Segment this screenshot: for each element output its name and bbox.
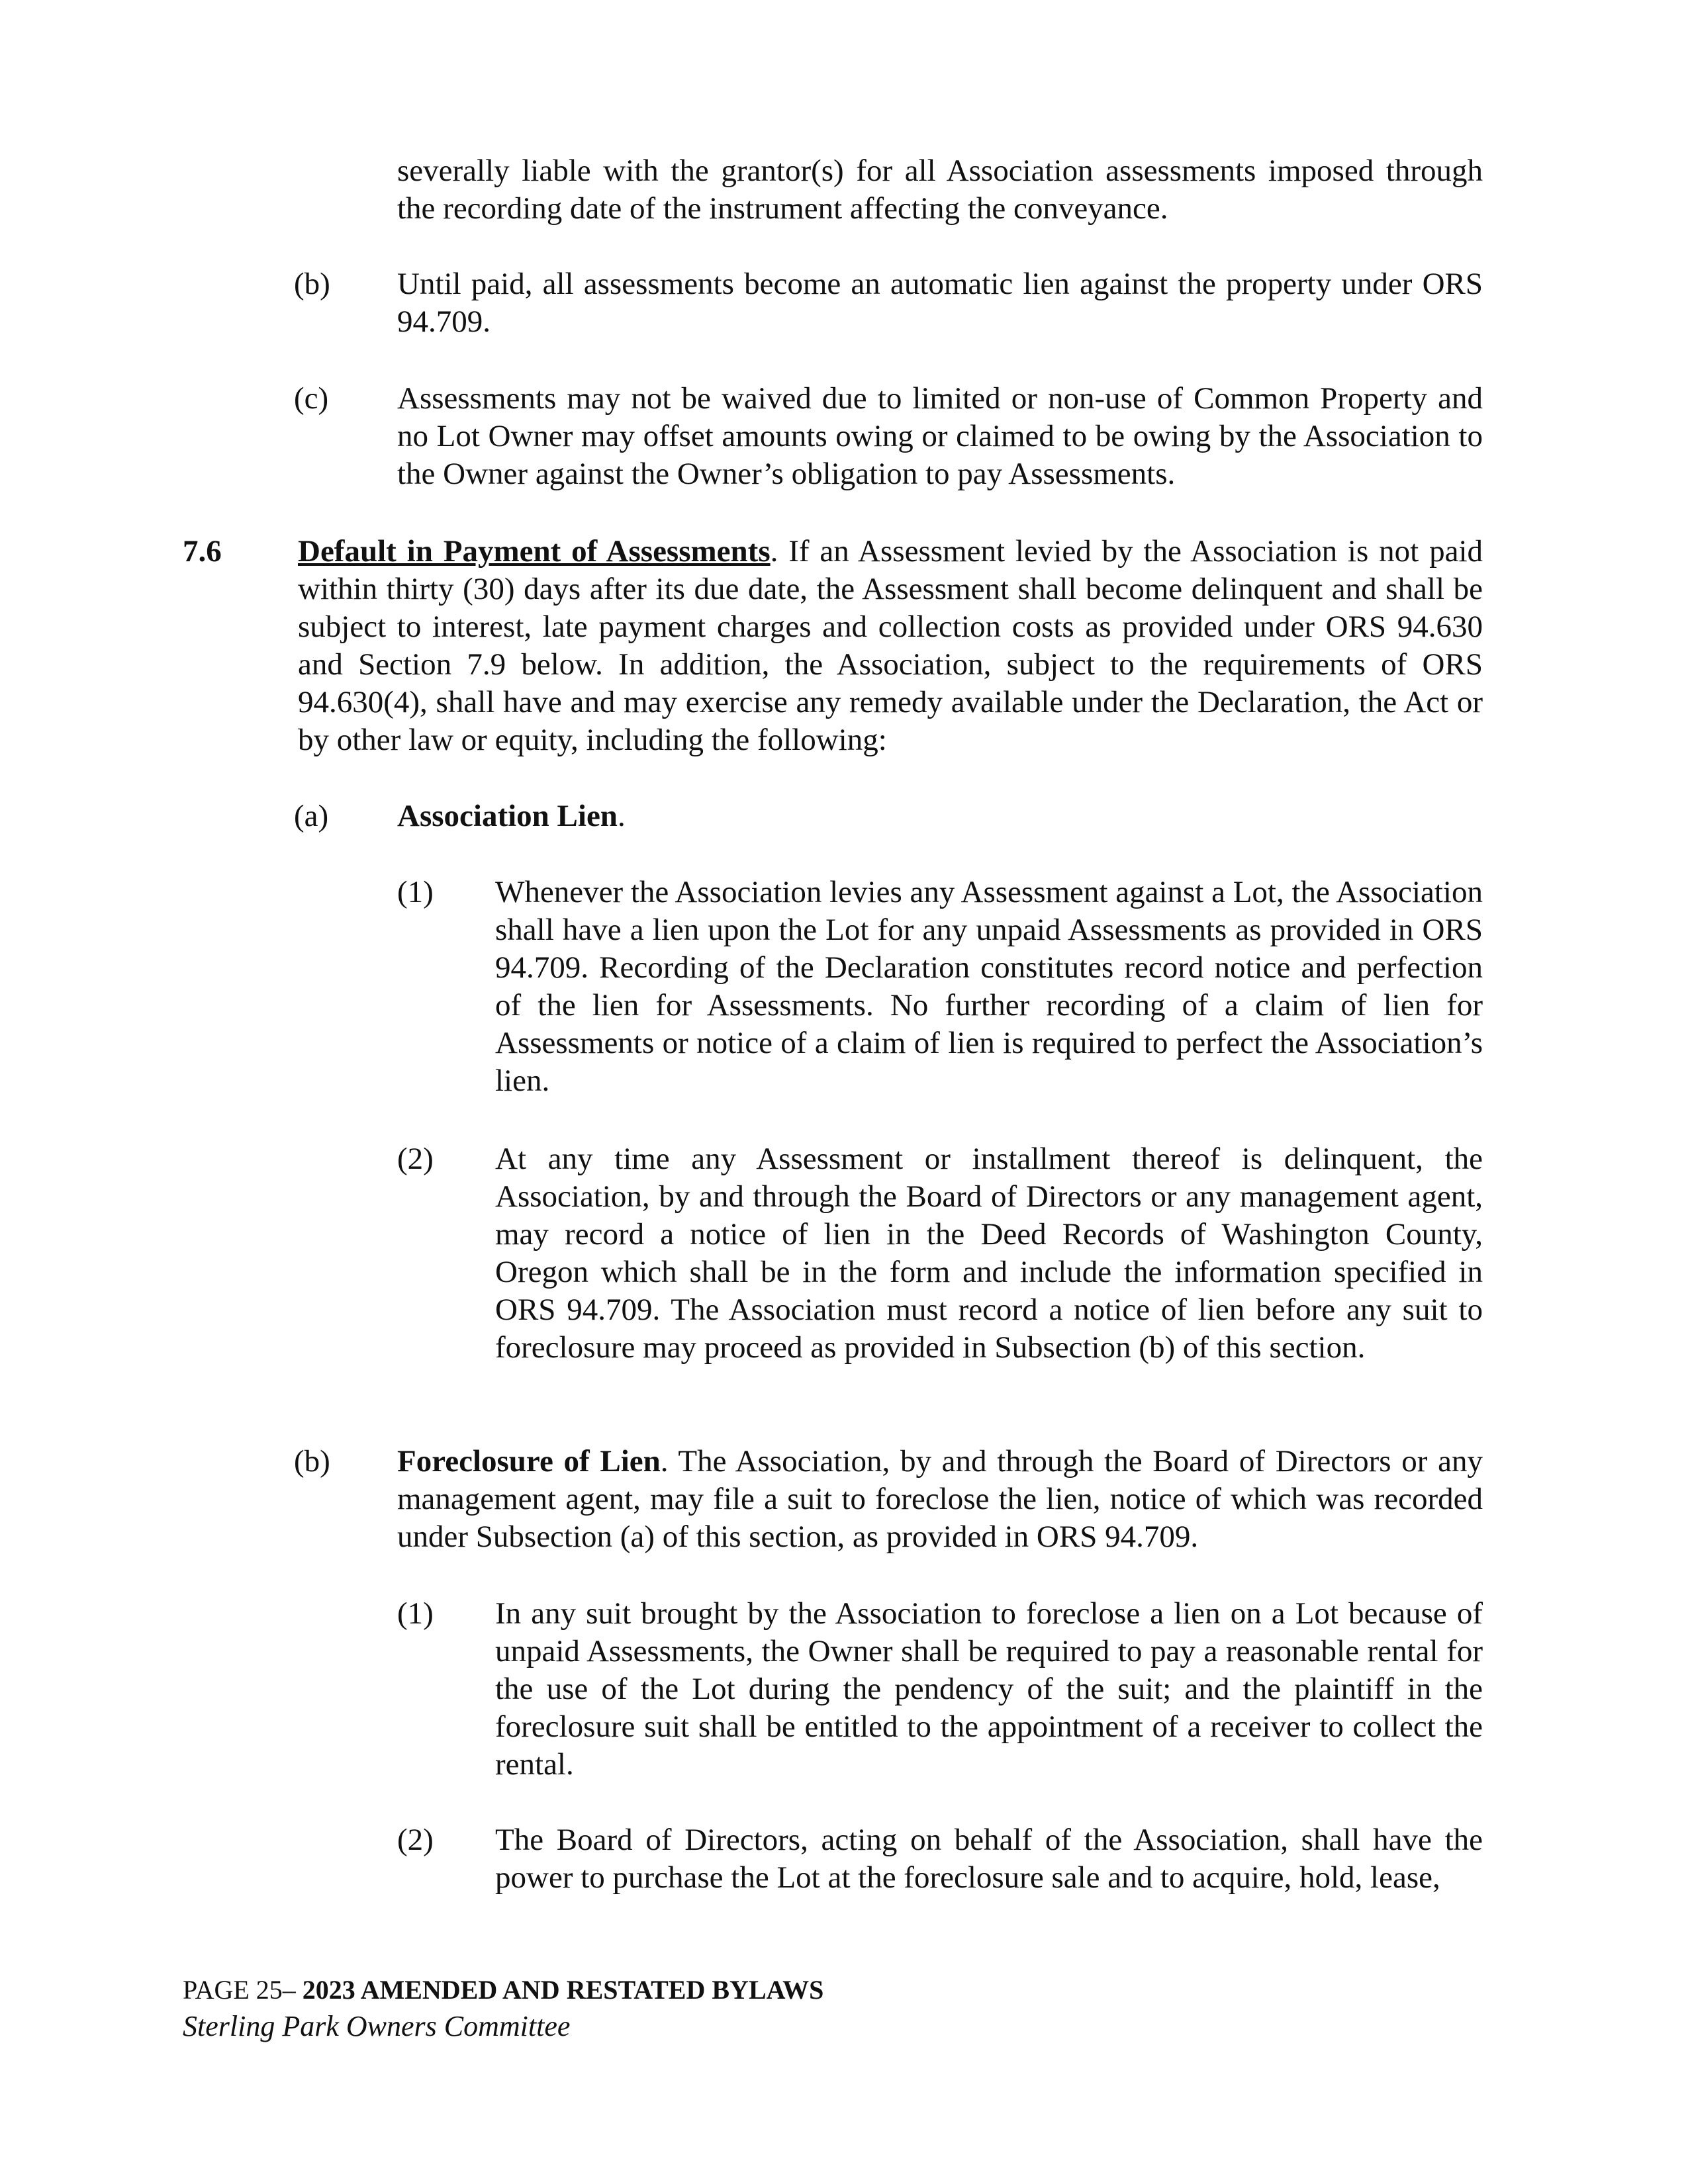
section-number: 7.6 (183, 534, 222, 569)
item-b-paragraph: Until paid, all assessments become an automatic lien against the property under ORS 94.709. (397, 267, 1483, 339)
page-number: PAGE 25– (183, 1975, 303, 2005)
subitem-paragraph: The Board of Directors, acting on behalf of the Association, shall have the power to purchase the Lot at the foreclosure sale and to acquire, hold, lease, (495, 1823, 1483, 1895)
subsection-heading: Foreclosure of Lien (397, 1444, 661, 1479)
continuation-paragraph: severally liable with the grantor(s) for all Association assessments imposed through the recording date of the instrument affecting the conveyance. (397, 154, 1483, 226)
section-7-6-paragraph (298, 533, 1483, 759)
subsection-b-paragraph (397, 1443, 1483, 1556)
subsection-heading-punct: . (660, 1444, 669, 1479)
document-title: 2023 AMENDED AND RESTATED BYLAWS (302, 1975, 824, 2005)
subsection-body: The Association, by and through the Board of Directors or any management agent, may file a suit to foreclose the lien, notice of which was recorded under Subsection (a) of this section, as provided in ORS 94.709. (397, 1444, 1483, 1554)
item-label-b: (b) (294, 267, 330, 301)
section-heading: Default in Payment of Assessments (298, 534, 771, 569)
subsection-a-heading-line (397, 797, 1483, 835)
subsection-label-b: (b) (294, 1444, 330, 1479)
item-c-paragraph: Assessments may not be waived due to limited or non-use of Common Property and no Lot Owner may offset amounts owing or claimed to be owing by the Association to the Owner against the Owner’s obligation to pay Assessments. (397, 381, 1483, 491)
organization-name: Sterling Park Owners Committee (183, 2010, 571, 2042)
subsection-label-a: (a) (294, 799, 329, 833)
subitem-label-2: (2) (397, 1823, 434, 1857)
subsection-heading-punct: . (617, 799, 626, 833)
subitem-label-1: (1) (397, 1596, 434, 1631)
page-footer (183, 1974, 823, 2007)
section-body: If an Assessment levied by the Association is not paid within thirty (30) days after its due date, the Assessment shall become delinquent and shall be subject to interest, late payment charges and collection costs as provided under ORS 94.630 and Section 7.9 below. In addition, the Association, subject to the requirements of ORS 94.630(4), shall have and may exercise any remedy available under the Declaration, the Act or by other law or equity, including the following: (298, 534, 1483, 757)
subitem-paragraph: At any time any Assessment or installment thereof is delinquent, the Association, by and through the Board of Directors or any management agent, may record a notice of lien in the Deed Records of Washington County, Oregon which shall be in the form and include the information specified in ORS 94.709. The Association must record a notice of lien before any suit to foreclosure may proceed as provided in Subsection (b) of this section. (495, 1142, 1483, 1365)
subitem-paragraph: In any suit brought by the Association to foreclose a lien on a Lot because of unpaid Assessments, the Owner shall be required to pay a reasonable rental for the use of the Lot during the pendency of the suit; and the plaintiff in the foreclosure suit shall be entitled to the appointment of a receiver to collect the rental. (495, 1596, 1483, 1782)
subsection-heading: Association Lien (397, 799, 618, 833)
subitem-label-2: (2) (397, 1142, 434, 1176)
item-label-c: (c) (294, 381, 329, 416)
subitem-paragraph: Whenever the Association levies any Assessment against a Lot, the Association shall have a lien upon the Lot for any unpaid Assessments as provided in ORS 94.709. Recording of the Declaration constitutes record notice and perfection of the lien for Assessments. No further recording of a claim of lien for Assessments or notice of a claim of lien is required to perfect the Association’s lien. (495, 875, 1483, 1098)
section-heading-punct: . (770, 534, 778, 569)
subitem-label-1: (1) (397, 875, 434, 909)
